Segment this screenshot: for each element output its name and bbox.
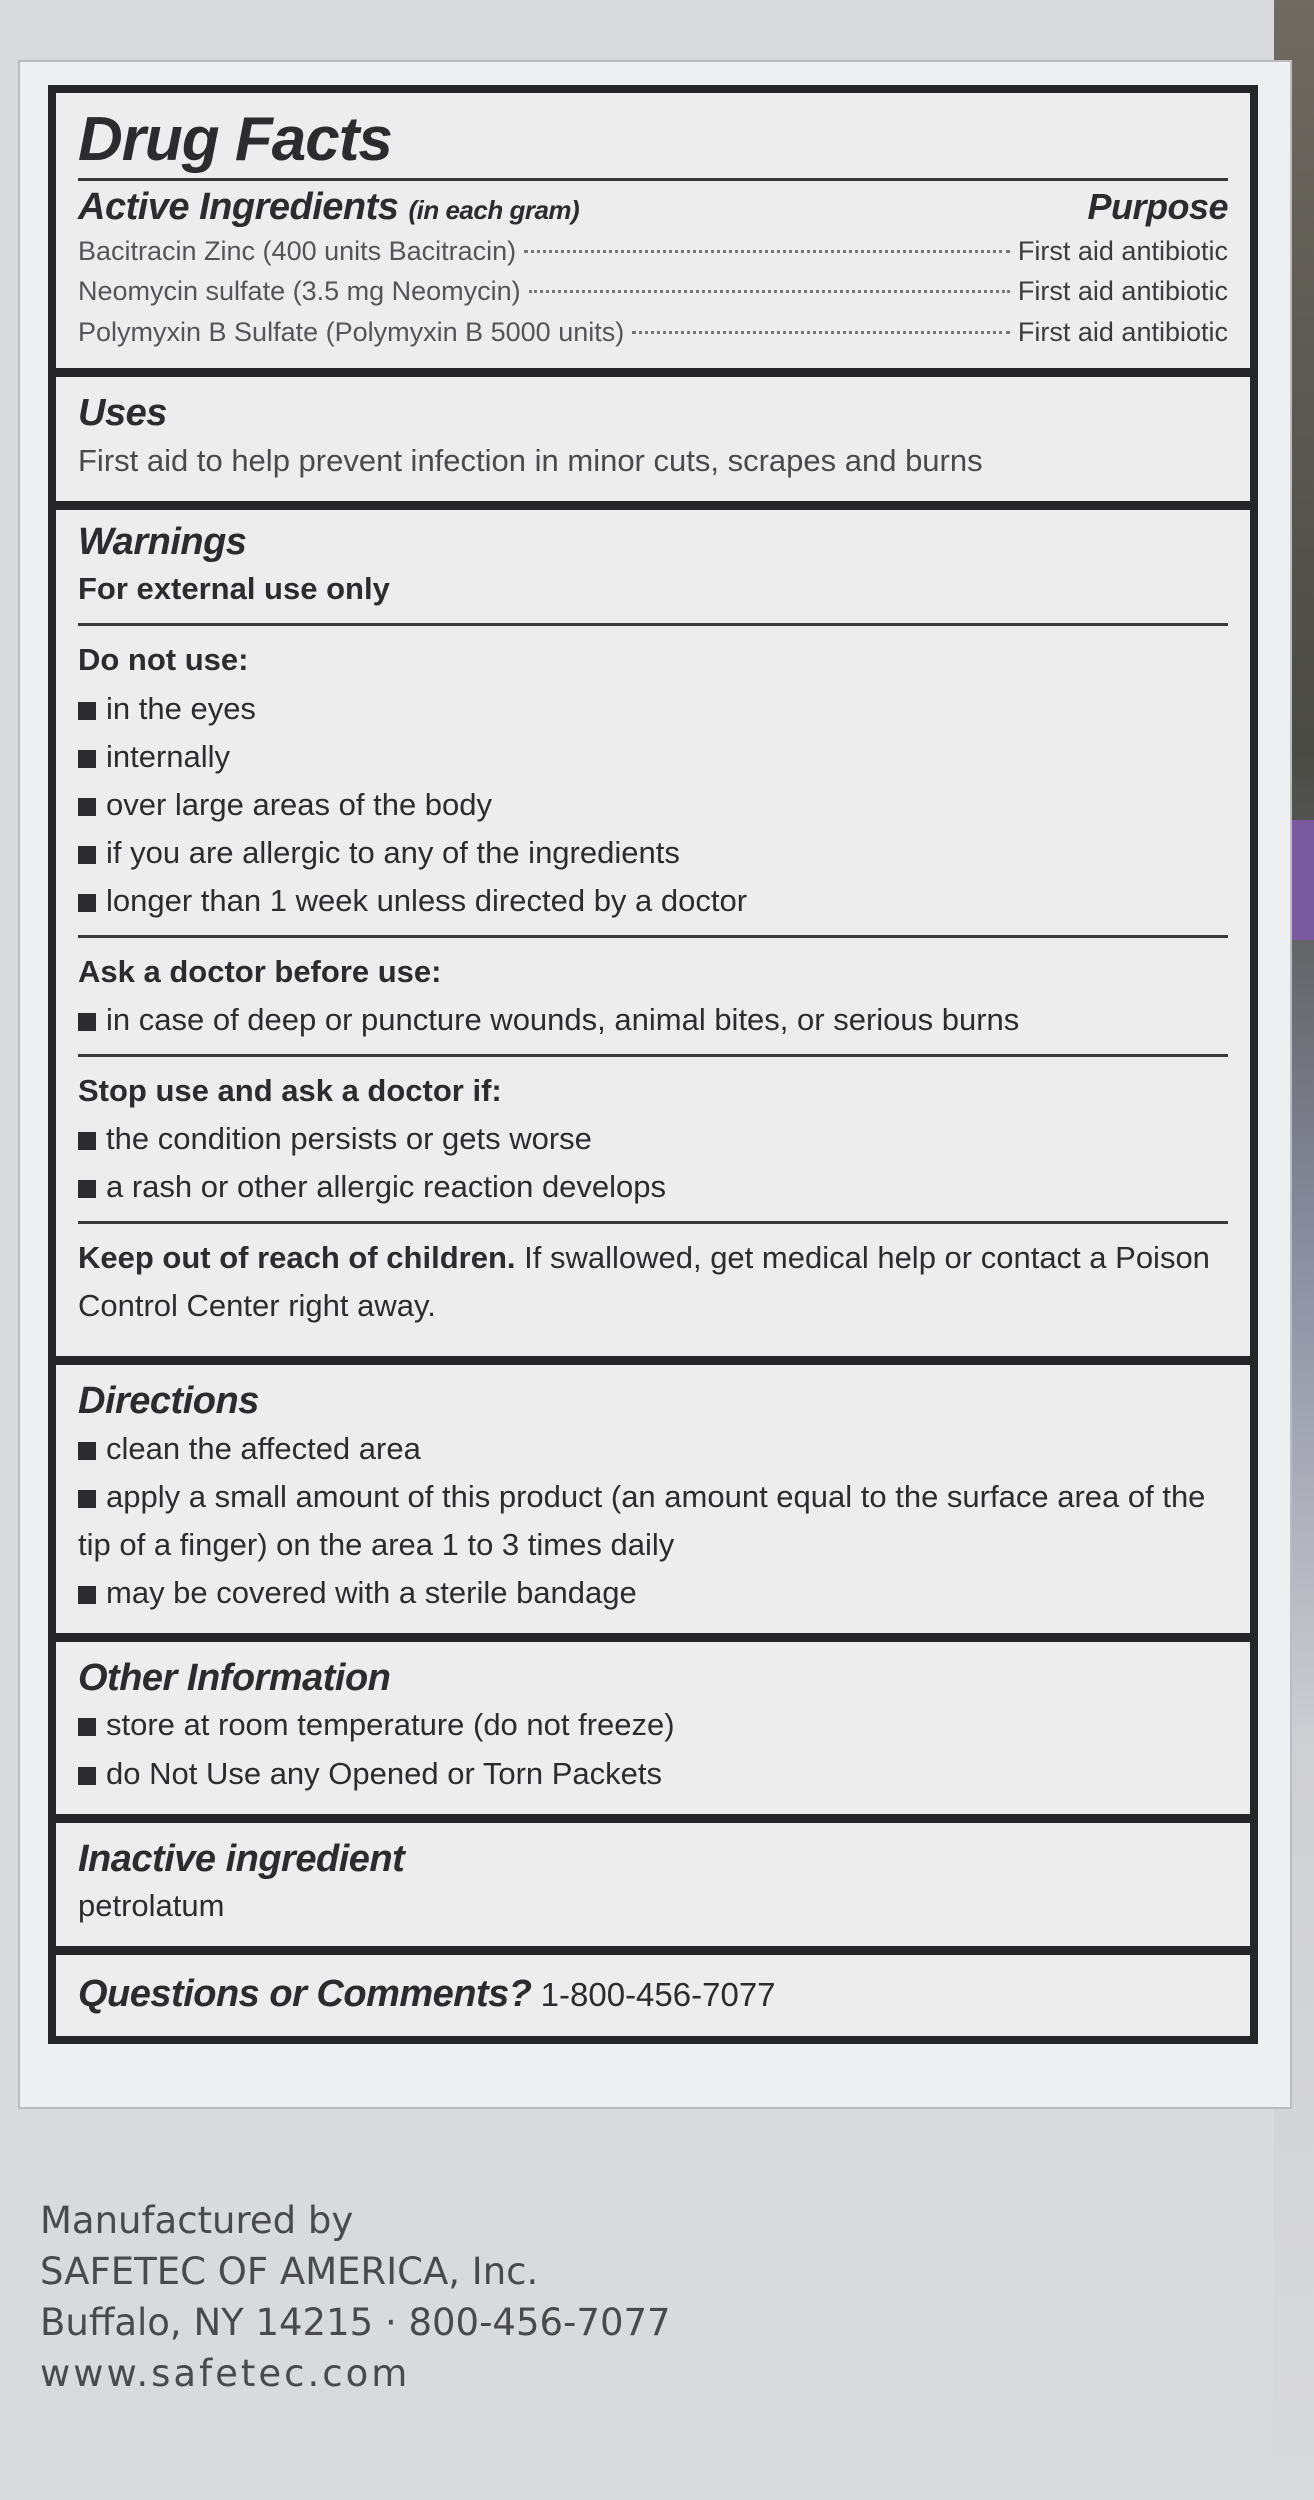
list-item-text: internally [106, 738, 231, 774]
section-other-information [56, 1642, 1250, 1823]
ask-doctor-label: Ask a doctor before use: [78, 953, 442, 989]
list-item-text: over large areas of the body [106, 786, 493, 822]
list-item [78, 829, 1228, 877]
list-item [78, 996, 1228, 1044]
drug-facts-title: Drug Facts [78, 105, 392, 174]
inactive-text: petrolatum [78, 1888, 225, 1924]
list-item-text: store at room temperature (do not freeze) [106, 1707, 675, 1743]
list-item [78, 685, 1228, 733]
uses-heading: Uses [78, 392, 167, 435]
ingredient-row [78, 231, 1228, 272]
bullet-square-icon [78, 846, 96, 864]
list-item-text: do Not Use any Opened or Torn Packets [106, 1755, 663, 1791]
list-item-text: if you are allergic to any of the ingredients [106, 834, 680, 870]
active-heading-wrap [78, 185, 579, 231]
list-item [78, 1750, 1228, 1798]
active-heading: Active Ingredients [78, 186, 399, 229]
list-item-text: in the eyes [106, 690, 256, 726]
list-item-text: may be covered with a sterile bandage [106, 1574, 637, 1610]
list-item-text: a rash or other allergic reaction develops [106, 1168, 667, 1204]
bullet-square-icon [78, 1013, 96, 1031]
list-item [78, 1569, 1228, 1617]
bullet-square-icon [78, 702, 96, 720]
bullet-square-icon [78, 798, 96, 816]
ingredient-name: Neomycin sulfate (3.5 mg Neomycin) [78, 276, 521, 307]
warnings-heading: Warnings [78, 520, 247, 563]
ask-doctor-block [78, 938, 1228, 1057]
bullet-square-icon [78, 1442, 96, 1460]
leader-dots [529, 290, 1010, 293]
ingredient-name: Bacitracin Zinc (400 units Bacitracin) [78, 235, 517, 266]
list-item-text: apply a small amount of this product (an amount equal to the surface area of the tip of a finger) on the area 1 to 3 times daily [78, 1478, 1206, 1562]
inactive-heading: Inactive ingredient [78, 1837, 405, 1880]
keep-out-paragraph [78, 1234, 1228, 1330]
ingredient-row [78, 312, 1228, 353]
bullet-square-icon [78, 1586, 96, 1604]
external-use-block [78, 565, 1228, 626]
bullet-square-icon [78, 750, 96, 768]
keep-out-label: Keep out of reach of children. [78, 1239, 516, 1275]
ingredient-purpose: First aid antibiotic [1017, 235, 1228, 266]
bullet-square-icon [78, 1490, 96, 1508]
manufacturer-address: Buffalo, NY 14215 · 800-456-7077 [40, 2301, 671, 2345]
directions-heading: Directions [78, 1380, 259, 1423]
bullet-square-icon [78, 1767, 96, 1785]
external-use-text: For external use only [78, 571, 390, 607]
purpose-heading: Purpose [1087, 186, 1228, 228]
leader-dots [524, 250, 1010, 253]
manufacturer-website: www.safetec.com [40, 2352, 411, 2396]
section-directions [56, 1365, 1250, 1642]
section-uses [56, 377, 1250, 510]
drug-facts-box [48, 85, 1258, 2044]
ingredient-name: Polymyxin B Sulfate (Polymyxin B 5000 units) [78, 316, 625, 347]
ingredient-row [78, 271, 1228, 312]
list-item [78, 1425, 1228, 1473]
divider [78, 178, 1228, 181]
bullet-square-icon [78, 1718, 96, 1736]
list-item [78, 1473, 1228, 1569]
list-item-text: longer than 1 week unless directed by a doctor [106, 882, 748, 918]
stop-use-block [78, 1057, 1228, 1224]
active-header-row [78, 185, 1228, 231]
bullet-square-icon [78, 1132, 96, 1150]
list-item-text: the condition persists or gets worse [106, 1120, 592, 1156]
list-item [78, 1701, 1228, 1749]
list-item [78, 877, 1228, 925]
keep-out-text: If swallowed, get medical help or contact a Poison Control Center right away. [78, 1239, 1210, 1324]
manufacturer-name: SAFETEC OF AMERICA, Inc. [40, 2250, 539, 2294]
do-not-use-block [78, 626, 1228, 937]
manufacturer-line: Manufactured by [40, 2199, 354, 2242]
leader-dots [632, 331, 1010, 334]
keep-out-block [78, 1224, 1228, 1340]
list-item-text: in case of deep or puncture wounds, animal bites, or serious burns [106, 1001, 1020, 1037]
uses-text: First aid to help prevent infection in minor cuts, scrapes and burns [78, 442, 983, 478]
section-active-ingredients [56, 93, 1250, 377]
list-item [78, 733, 1228, 781]
bullet-square-icon [78, 894, 96, 912]
section-warnings [56, 510, 1250, 1365]
bullet-square-icon [78, 1180, 96, 1198]
other-heading: Other Information [78, 1656, 391, 1699]
stop-use-label: Stop use and ask a doctor if: [78, 1072, 502, 1108]
ingredient-purpose: First aid antibiotic [1017, 316, 1228, 347]
section-questions [56, 1955, 1250, 2036]
list-item [78, 781, 1228, 829]
list-item-text: clean the affected area [106, 1430, 421, 1466]
do-not-use-label: Do not use: [78, 642, 249, 678]
questions-heading: Questions or Comments? [78, 1973, 532, 2016]
section-inactive [56, 1823, 1250, 1956]
list-item [78, 1115, 1228, 1163]
questions-phone: 1-800-456-7077 [531, 1976, 776, 2014]
manufacturer-info [40, 2195, 671, 2399]
active-qualifier: (in each gram) [408, 195, 580, 226]
list-item [78, 1163, 1228, 1211]
ingredient-purpose: First aid antibiotic [1017, 276, 1228, 307]
